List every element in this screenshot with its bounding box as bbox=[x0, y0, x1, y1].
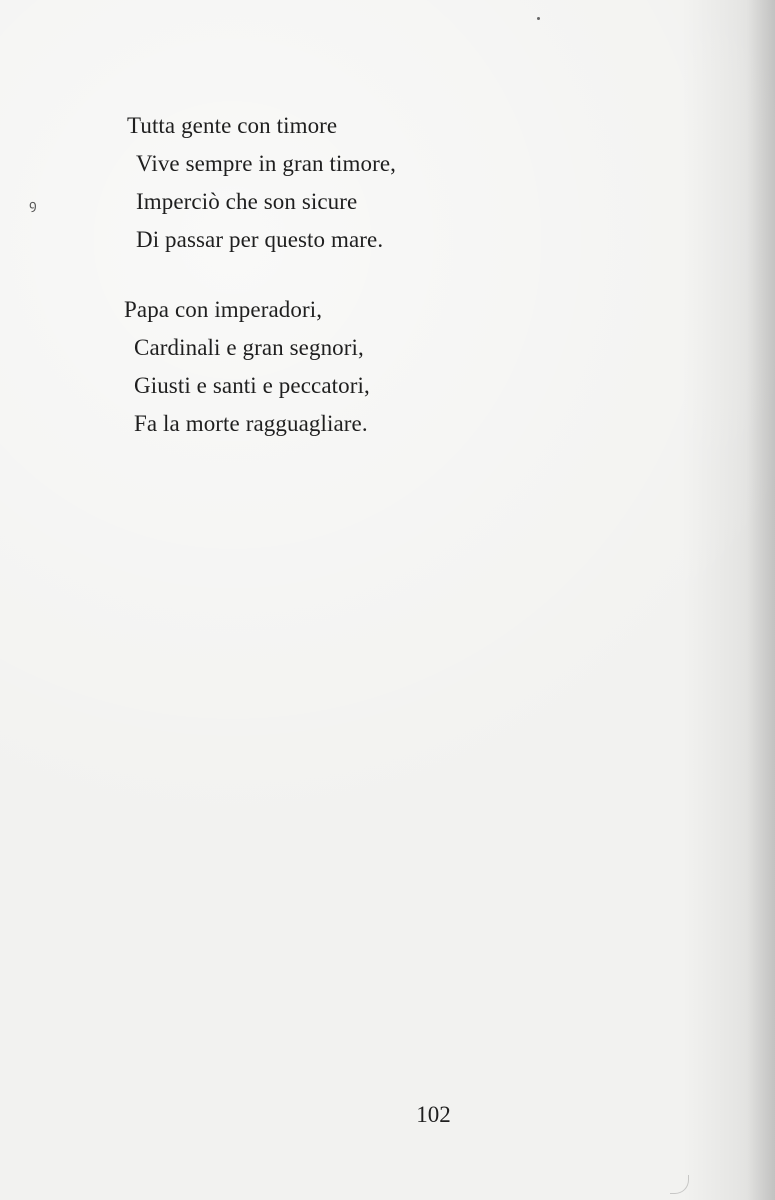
page-curl bbox=[670, 1175, 689, 1194]
verse-line-5: Papa con imperadori, bbox=[124, 297, 323, 322]
verse-line-7: Giusti e santi e peccatori, bbox=[134, 373, 370, 398]
page-edge-shadow bbox=[747, 0, 775, 1200]
verse-line-4: Di passar per questo mare. bbox=[136, 227, 384, 252]
verse-line-3: Imperciò che son sicure bbox=[136, 189, 358, 214]
paper-speck bbox=[537, 17, 540, 20]
verse-line-1: Tutta gente con timore bbox=[127, 113, 338, 138]
margin-mark-icon: ꝯ bbox=[29, 197, 37, 212]
verse-line-6: Cardinali e gran segnori, bbox=[134, 335, 364, 360]
page-number: 102 bbox=[416, 1102, 451, 1127]
verse-line-2: Vive sempre in gran timore, bbox=[136, 151, 396, 176]
verse-line-8: Fa la morte ragguagliare. bbox=[134, 411, 368, 436]
